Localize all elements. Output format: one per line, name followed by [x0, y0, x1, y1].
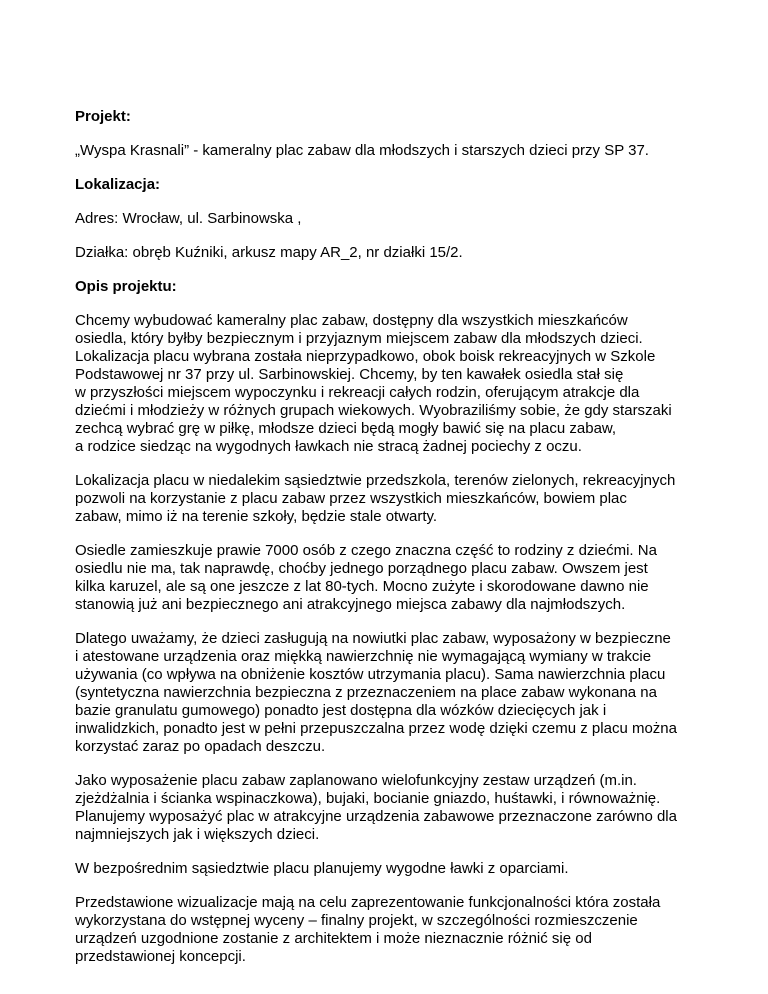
- paragraph-line: Podstawowej nr 37 przy ul. Sarbinowskiej. Chcemy, by ten kawałek osiedla stał się: [75, 366, 624, 383]
- paragraph-line: pozwoli na korzystanie z placu zabaw przez wszystkich mieszkańców, bowiem plac: [75, 490, 627, 507]
- project-title: „Wyspa Krasnali” - kameralny plac zabaw dla młodszych i starszych dzieci przy SP 37.: [75, 142, 649, 159]
- paragraph-line: urządzeń uzgodnione zostanie z architektem i może nieznacznie różnić się od: [75, 930, 592, 947]
- paragraph-line: dziećmi i młodzieży w różnych grupach wiekowych. Wyobraziliśmy sobie, że gdy starszaki: [75, 402, 672, 419]
- paragraph-line: zabaw, mimo iż na terenie szkoły, będzie stale otwarty.: [75, 508, 438, 525]
- paragraph-line: kilka karuzel, ale są one jeszcze z lat 80-tych. Mocno zużyte i skorodowane dawno nie: [75, 578, 649, 595]
- paragraph: [75, 472, 715, 526]
- plot-line: Działka: obręb Kuźniki, arkusz mapy AR_2, nr działki 15/2.: [75, 244, 463, 261]
- paragraph-line: Lokalizacja placu w niedalekim sąsiedztwie przedszkola, terenów zielonych, rekreacyjnych: [75, 472, 676, 489]
- paragraph: [75, 772, 715, 844]
- paragraph-line: Chcemy wybudować kameralny plac zabaw, dostępny dla wszystkich mieszkańców: [75, 312, 628, 329]
- paragraph-line: korzystać zaraz po opadach deszczu.: [75, 738, 326, 755]
- paragraph-line: Jako wyposażenie placu zabaw zaplanowano wielofunkcyjny zestaw urządzeń (m.in.: [75, 772, 637, 789]
- paragraph-line: osiedla, który byłby bezpiecznym i przyjaznym miejscem zabaw dla młodszych dzieci.: [75, 330, 643, 347]
- paragraph-line: (syntetyczna nawierzchnia bezpieczna z przeznaczeniem na place zabaw wykonana na: [75, 684, 657, 701]
- paragraph-line: Osiedle zamieszkuje prawie 7000 osób z czego znaczna część to rodziny z dziećmi. Na: [75, 542, 657, 559]
- paragraph-line: inwalidzkich, ponadto jest w pełni przepuszczalna przez wodę dzięki czemu z placu można: [75, 720, 677, 737]
- paragraph-line: Dlatego uważamy, że dzieci zasługują na nowiutki plac zabaw, wyposażony w bezpieczne: [75, 630, 671, 647]
- address-line: Adres: Wrocław, ul. Sarbinowska ,: [75, 210, 302, 227]
- paragraph-line: Przedstawione wizualizacje mają na celu zaprezentowanie funkcjonalności która została: [75, 894, 661, 911]
- paragraph-line: przedstawionej koncepcji.: [75, 948, 246, 965]
- paragraph-line: w przyszłości miejscem wypoczynku i rekreacji całych rodzin, oferującym atrakcje dla: [75, 384, 640, 401]
- description-body: [75, 312, 715, 966]
- paragraph-line: zechcą wybrać grę w piłkę, młodsze dzieci będą mogły bawić się na placu zabaw,: [75, 420, 617, 437]
- paragraph-line: W bezpośrednim sąsiedztwie placu planujemy wygodne ławki z oparciami.: [75, 860, 569, 877]
- paragraph-line: stanowią już ani bezpiecznego ani atrakcyjnego miejsca zabawy dla najmłodszych.: [75, 596, 626, 613]
- paragraph-line: bazie granulatu gumowego) ponadto jest dostępna dla wózków dziecięcych jak i: [75, 702, 607, 719]
- paragraph-line: zjeżdżalnia i ścianka wspinaczkowa), bujaki, bocianie gniazdo, huśtawki, i równoważnię.: [75, 790, 661, 807]
- heading-project: Projekt:: [75, 108, 131, 125]
- paragraph: [75, 312, 715, 456]
- paragraph-line: Planujemy wyposażyć plac w atrakcyjne urządzenia zabawowe przeznaczone zarówno dla: [75, 808, 677, 825]
- paragraph: [75, 542, 715, 614]
- paragraph-line: Lokalizacja placu wybrana została nieprzypadkowo, obok boisk rekreacyjnych w Szkole: [75, 348, 656, 365]
- paragraph-line: osiedlu nie ma, tak naprawdę, choćby jednego porządnego placu zabaw. Owszem jest: [75, 560, 648, 577]
- heading-description: Opis projektu:: [75, 278, 177, 295]
- paragraph-line: najmniejszych jak i większych dzieci.: [75, 826, 320, 843]
- paragraph-line: a rodzice siedząc na wygodnych ławkach nie stracą żadnej pociechy z oczu.: [75, 438, 582, 455]
- document-page: [75, 108, 715, 966]
- paragraph-line: wykorzystana do wstępnej wyceny – finalny projekt, w szczególności rozmieszczenie: [75, 912, 638, 929]
- paragraph: [75, 860, 715, 878]
- heading-location: Lokalizacja:: [75, 176, 161, 193]
- paragraph: [75, 630, 715, 756]
- paragraph-line: używania (co wpływa na obniżenie kosztów utrzymania placu). Sama nawierzchnia placu: [75, 666, 666, 683]
- paragraph-line: i atestowane urządzenia oraz miękką nawierzchnię nie wymagającą wymiany w trakcie: [75, 648, 652, 665]
- paragraph: [75, 894, 715, 966]
